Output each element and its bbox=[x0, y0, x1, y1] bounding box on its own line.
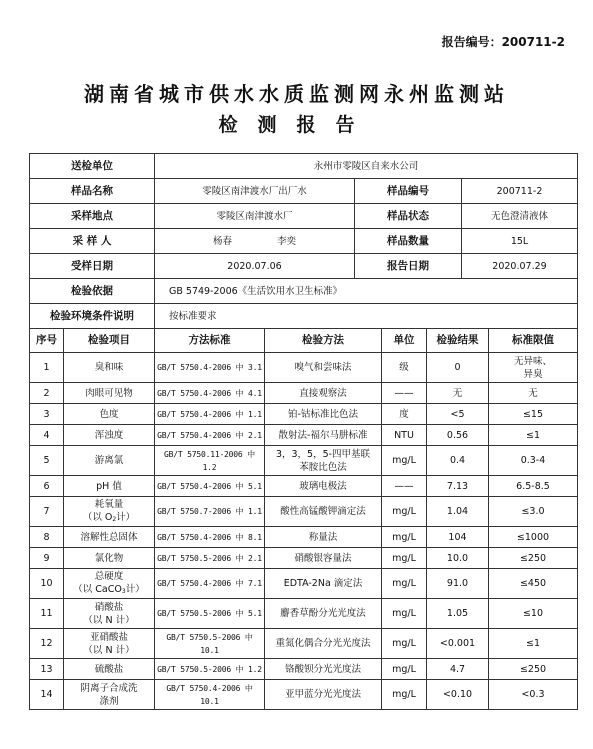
method-text: 酸性高锰酸钾滴定法 bbox=[280, 506, 366, 517]
col-header-no: 序号 bbox=[30, 329, 64, 353]
row-unit bbox=[382, 404, 427, 425]
row-unit bbox=[382, 659, 427, 680]
limit-text-2: 异臭 bbox=[523, 368, 543, 380]
unit-text: mg/L bbox=[392, 689, 416, 700]
table-row bbox=[30, 629, 578, 659]
row-no bbox=[30, 659, 64, 680]
row-no bbox=[30, 425, 64, 446]
unit-text: NTU bbox=[394, 429, 414, 441]
method-text: 嗅气和尝味法 bbox=[294, 362, 352, 373]
table-row bbox=[30, 383, 578, 404]
row-no bbox=[30, 497, 64, 527]
row-standard bbox=[155, 680, 265, 710]
row-no-text: 4 bbox=[43, 429, 50, 441]
row-limit bbox=[489, 527, 578, 548]
quantity-label: 样品数量 bbox=[355, 229, 462, 254]
row-unit bbox=[382, 548, 427, 569]
row-method bbox=[265, 476, 382, 497]
row-standard bbox=[155, 353, 265, 383]
item-note: （以 N 计） bbox=[83, 644, 135, 656]
row-method bbox=[265, 404, 382, 425]
row-result bbox=[427, 659, 489, 680]
unit-text: —— bbox=[394, 387, 414, 399]
row-unit bbox=[382, 353, 427, 383]
row-standard bbox=[155, 629, 265, 659]
report-date-value: 2020.07.29 bbox=[462, 254, 578, 279]
row-result bbox=[427, 446, 489, 476]
row-limit bbox=[489, 680, 578, 710]
limit-text: 0.3-4 bbox=[520, 455, 546, 466]
method-text: 3，3，5，5-四甲基联 bbox=[275, 448, 371, 460]
row-result bbox=[427, 680, 489, 710]
sample-no-label: 样品编号 bbox=[355, 179, 462, 204]
standard-text: GB/T 5750.4-2006 中 7.1 bbox=[157, 579, 262, 588]
row-unit bbox=[382, 569, 427, 599]
row-unit bbox=[382, 629, 427, 659]
row-no bbox=[30, 476, 64, 497]
item-name: 硝酸盐 bbox=[94, 601, 124, 613]
table-row bbox=[30, 497, 578, 527]
unit-text: mg/L bbox=[392, 531, 416, 543]
received-label: 受样日期 bbox=[30, 254, 155, 279]
row-limit bbox=[489, 404, 578, 425]
row-method bbox=[265, 353, 382, 383]
limit-text: ≤250 bbox=[519, 552, 547, 564]
row-method bbox=[265, 527, 382, 548]
row-limit bbox=[489, 659, 578, 680]
result-text: <0.10 bbox=[442, 689, 473, 700]
row-standard bbox=[155, 446, 265, 476]
row-limit bbox=[489, 497, 578, 527]
standard-text: GB/T 5750.5-2006 中 2.1 bbox=[157, 553, 262, 563]
row-unit bbox=[382, 599, 427, 629]
unit-text: mg/L bbox=[392, 506, 416, 517]
method-text: 铬酸钡分光光度法 bbox=[284, 663, 361, 675]
limit-text: ≤250 bbox=[519, 663, 547, 675]
standard-text: GB/T 5750.4-2006 中 10.1 bbox=[166, 683, 253, 706]
row-no-text: 14 bbox=[40, 689, 53, 700]
item-note-sub: 3 bbox=[121, 587, 126, 595]
row-limit bbox=[489, 383, 578, 404]
method-text: 铂-钴标准比色法 bbox=[288, 408, 358, 420]
row-method bbox=[265, 425, 382, 446]
result-text: 7.13 bbox=[446, 480, 469, 492]
table-row bbox=[30, 599, 578, 629]
unit-text: 度 bbox=[399, 408, 409, 420]
result-text: 0.56 bbox=[446, 429, 469, 441]
row-no bbox=[30, 569, 64, 599]
result-text: 无 bbox=[452, 387, 463, 399]
basis-label: 检验依据 bbox=[30, 279, 155, 304]
col-header-item: 检验项目 bbox=[64, 329, 155, 353]
row-result bbox=[427, 497, 489, 527]
method-text-2: 苯胺比色法 bbox=[299, 461, 347, 473]
row-standard bbox=[155, 476, 265, 497]
limit-text: ≤450 bbox=[519, 578, 547, 589]
row-limit bbox=[489, 569, 578, 599]
row-method bbox=[265, 497, 382, 527]
row-result bbox=[427, 569, 489, 599]
method-text: 称量法 bbox=[308, 531, 338, 543]
item-name: 耗氧量 bbox=[94, 498, 124, 510]
row-method bbox=[265, 629, 382, 659]
site-value: 零陵区南津渡水厂 bbox=[155, 204, 355, 229]
row-limit bbox=[489, 629, 578, 659]
standard-text: GB/T 5750.4-2006 中 4.1 bbox=[157, 388, 262, 398]
row-unit bbox=[382, 527, 427, 548]
row-result bbox=[427, 353, 489, 383]
table-row bbox=[30, 680, 578, 710]
row-unit bbox=[382, 476, 427, 497]
row-no bbox=[30, 446, 64, 476]
row-no-text: 5 bbox=[43, 455, 50, 466]
row-limit bbox=[489, 425, 578, 446]
results-header-row bbox=[30, 329, 578, 353]
row-item bbox=[64, 680, 155, 710]
standard-text: GB/T 5750.5-2006 中 1.2 bbox=[157, 664, 262, 674]
row-standard bbox=[155, 527, 265, 548]
result-text: 10.0 bbox=[446, 552, 469, 564]
limit-text: ≤1 bbox=[525, 429, 540, 441]
row-unit bbox=[382, 446, 427, 476]
row-no-text: 3 bbox=[43, 408, 50, 420]
received-value: 2020.07.06 bbox=[155, 254, 355, 279]
env-value: 按标准要求 bbox=[155, 304, 578, 329]
sampler-label: 采 样 人 bbox=[30, 229, 155, 254]
sample-no-value: 200711-2 bbox=[462, 179, 578, 204]
table-row bbox=[30, 569, 578, 599]
report-title: 检测报告 bbox=[218, 114, 375, 136]
row-item bbox=[64, 404, 155, 425]
station-title: 湖南省城市供水水质监测网永州监测站 bbox=[84, 82, 509, 106]
row-unit bbox=[382, 383, 427, 404]
row-method bbox=[265, 680, 382, 710]
unit-text: —— bbox=[394, 480, 414, 492]
row-item bbox=[64, 383, 155, 404]
row-result bbox=[427, 383, 489, 404]
limit-text: ≤1000 bbox=[516, 531, 550, 543]
basis-value: GB 5749-2006《生活饮用水卫生标准》 bbox=[155, 279, 578, 304]
limit-text: ≤3.0 bbox=[521, 506, 545, 517]
row-unit bbox=[382, 680, 427, 710]
limit-text: <0.3 bbox=[521, 689, 545, 700]
row-item bbox=[64, 569, 155, 599]
method-text: EDTA-2Na 滴定法 bbox=[283, 578, 363, 589]
state-value: 无色澄清液体 bbox=[462, 204, 578, 229]
col-header-result: 检验结果 bbox=[427, 329, 489, 353]
row-item bbox=[64, 476, 155, 497]
result-text: 0.4 bbox=[449, 455, 466, 466]
row-standard bbox=[155, 659, 265, 680]
row-method bbox=[265, 383, 382, 404]
row-limit bbox=[489, 548, 578, 569]
row-result bbox=[427, 548, 489, 569]
row-item bbox=[64, 497, 155, 527]
row-standard bbox=[155, 425, 265, 446]
row-result bbox=[427, 599, 489, 629]
info-table bbox=[29, 153, 578, 329]
row-method bbox=[265, 599, 382, 629]
row-no bbox=[30, 629, 64, 659]
row-item bbox=[64, 548, 155, 569]
row-result bbox=[427, 476, 489, 497]
row-no bbox=[30, 353, 64, 383]
result-text: 1.05 bbox=[446, 608, 469, 619]
limit-text: 无异味、 bbox=[513, 355, 552, 367]
row-method bbox=[265, 446, 382, 476]
item-name: 氯化物 bbox=[94, 552, 124, 564]
report-sheet bbox=[29, 153, 577, 710]
row-limit bbox=[489, 599, 578, 629]
row-no bbox=[30, 404, 64, 425]
method-text: 麝香草酚分光光度法 bbox=[280, 608, 366, 619]
table-row bbox=[30, 476, 578, 497]
row-standard bbox=[155, 404, 265, 425]
limit-text: 无 bbox=[528, 387, 538, 399]
item-note-sub: 2 bbox=[112, 515, 117, 523]
row-result bbox=[427, 425, 489, 446]
sampler-1: 杨春 bbox=[212, 235, 232, 247]
result-text: <5 bbox=[450, 408, 465, 420]
item-name: 硫酸盐 bbox=[94, 663, 124, 675]
standard-text: GB/T 5750.11-2006 中 1.2 bbox=[164, 449, 255, 472]
table-row bbox=[30, 404, 578, 425]
standard-text: GB/T 5750.5-2006 中 10.1 bbox=[166, 632, 253, 655]
limit-text: 6.5-8.5 bbox=[516, 480, 550, 492]
site-label: 采样地点 bbox=[30, 204, 155, 229]
row-standard bbox=[155, 599, 265, 629]
item-note-tail: 计） bbox=[125, 583, 145, 595]
row-no-text: 8 bbox=[43, 531, 50, 543]
standard-text: GB/T 5750.4-2006 中 2.1 bbox=[157, 430, 262, 440]
row-unit bbox=[382, 425, 427, 446]
row-standard bbox=[155, 548, 265, 569]
row-no bbox=[30, 527, 64, 548]
row-unit bbox=[382, 497, 427, 527]
row-item bbox=[64, 425, 155, 446]
row-result bbox=[427, 404, 489, 425]
item-name: 色度 bbox=[99, 408, 119, 420]
unit-text: mg/L bbox=[392, 638, 416, 649]
row-result bbox=[427, 527, 489, 548]
sample-name-label: 样品名称 bbox=[30, 179, 155, 204]
row-no-text: 10 bbox=[40, 578, 53, 589]
item-name: 总硬度 bbox=[94, 570, 124, 582]
row-no-text: 1 bbox=[43, 362, 50, 373]
table-row bbox=[30, 353, 578, 383]
item-name: 溶解性总固体 bbox=[80, 531, 138, 543]
client-label: 送检单位 bbox=[30, 154, 155, 179]
row-limit bbox=[489, 446, 578, 476]
row-no-text: 6 bbox=[43, 480, 50, 492]
standard-text: GB/T 5750.5-2006 中 5.1 bbox=[157, 609, 262, 618]
results-table bbox=[29, 328, 578, 710]
report-number: 报告编号：200711-2 bbox=[441, 35, 565, 49]
method-text: 硝酸银容量法 bbox=[294, 552, 352, 564]
item-name: 浑浊度 bbox=[94, 429, 124, 441]
result-text: <0.001 bbox=[439, 638, 476, 649]
row-item bbox=[64, 599, 155, 629]
item-name: 臭和味 bbox=[94, 362, 124, 373]
row-no-text: 9 bbox=[43, 552, 50, 564]
limit-text: ≤15 bbox=[522, 408, 544, 420]
item-note: （以 CaCO bbox=[73, 583, 122, 595]
method-text: 散射法-福尔马肼标准 bbox=[278, 429, 368, 441]
col-header-limit: 标准限值 bbox=[489, 329, 578, 353]
row-no bbox=[30, 383, 64, 404]
table-row bbox=[30, 548, 578, 569]
unit-text: mg/L bbox=[392, 608, 416, 619]
row-item bbox=[64, 659, 155, 680]
standard-text: GB/T 5750.4-2006 中 5.1 bbox=[157, 481, 262, 491]
item-name: 亚硝酸盐 bbox=[89, 631, 128, 643]
item-name: pH 值 bbox=[96, 480, 122, 492]
method-text: 重氮化偶合分光光度法 bbox=[275, 638, 371, 649]
table-row bbox=[30, 527, 578, 548]
row-item bbox=[64, 527, 155, 548]
row-no bbox=[30, 680, 64, 710]
row-method bbox=[265, 659, 382, 680]
sampler-2: 李奕 bbox=[277, 235, 297, 247]
item-name: 阴离子合成洗 bbox=[80, 682, 138, 694]
item-name: 游离氯 bbox=[94, 455, 124, 466]
env-label: 检验环境条件说明 bbox=[30, 304, 155, 329]
unit-text: mg/L bbox=[392, 663, 416, 675]
item-note: 涤剂 bbox=[99, 695, 119, 707]
limit-text: ≤10 bbox=[522, 608, 544, 619]
row-limit bbox=[489, 353, 578, 383]
state-label: 样品状态 bbox=[355, 204, 462, 229]
row-item bbox=[64, 353, 155, 383]
row-no bbox=[30, 599, 64, 629]
row-no-text: 7 bbox=[43, 506, 50, 517]
item-name: 肉眼可见物 bbox=[85, 387, 133, 399]
row-method bbox=[265, 569, 382, 599]
standard-text: GB/T 5750.4-2006 中 3.1 bbox=[157, 363, 262, 372]
item-note: （以 O bbox=[82, 511, 113, 523]
result-text: 0 bbox=[454, 362, 461, 373]
result-text: 1.04 bbox=[446, 506, 469, 517]
row-limit bbox=[489, 476, 578, 497]
unit-text: mg/L bbox=[392, 552, 416, 564]
result-text: 91.0 bbox=[446, 578, 469, 589]
method-text: 亚甲蓝分光光度法 bbox=[284, 689, 361, 700]
row-result bbox=[427, 629, 489, 659]
item-note-tail: 计） bbox=[116, 511, 136, 523]
table-row bbox=[30, 446, 578, 476]
table-row bbox=[30, 659, 578, 680]
col-header-method: 检验方法 bbox=[265, 329, 382, 353]
row-no-text: 13 bbox=[40, 663, 53, 675]
result-text: 4.7 bbox=[449, 663, 466, 675]
row-no bbox=[30, 548, 64, 569]
row-method bbox=[265, 548, 382, 569]
unit-text: mg/L bbox=[392, 578, 416, 589]
unit-text: 级 bbox=[399, 362, 409, 373]
result-text: 104 bbox=[448, 531, 467, 543]
sample-name-value: 零陵区南津渡水厂出厂水 bbox=[155, 179, 355, 204]
col-header-standard: 方法标准 bbox=[155, 329, 265, 353]
row-no-text: 12 bbox=[40, 638, 53, 649]
method-text: 直接观察法 bbox=[299, 387, 347, 399]
standard-text: GB/T 5750.7-2006 中 1.1 bbox=[157, 507, 262, 516]
row-no-text: 11 bbox=[40, 608, 53, 619]
col-header-unit: 单位 bbox=[382, 329, 427, 353]
row-no-text: 2 bbox=[43, 387, 50, 399]
item-note: （以 N 计） bbox=[83, 614, 135, 626]
sampler-value bbox=[155, 229, 355, 254]
table-row bbox=[30, 425, 578, 446]
row-item bbox=[64, 446, 155, 476]
row-item bbox=[64, 629, 155, 659]
unit-text: mg/L bbox=[392, 455, 416, 466]
row-standard bbox=[155, 569, 265, 599]
row-standard bbox=[155, 383, 265, 404]
method-text: 玻璃电极法 bbox=[299, 480, 347, 492]
report-date-label: 报告日期 bbox=[355, 254, 462, 279]
limit-text: ≤1 bbox=[525, 638, 540, 649]
standard-text: GB/T 5750.4-2006 中 1.1 bbox=[157, 409, 262, 419]
quantity-value: 15L bbox=[462, 229, 578, 254]
row-standard bbox=[155, 497, 265, 527]
standard-text: GB/T 5750.4-2006 中 8.1 bbox=[157, 532, 262, 542]
client-value: 永州市零陵区自来水公司 bbox=[155, 154, 578, 179]
